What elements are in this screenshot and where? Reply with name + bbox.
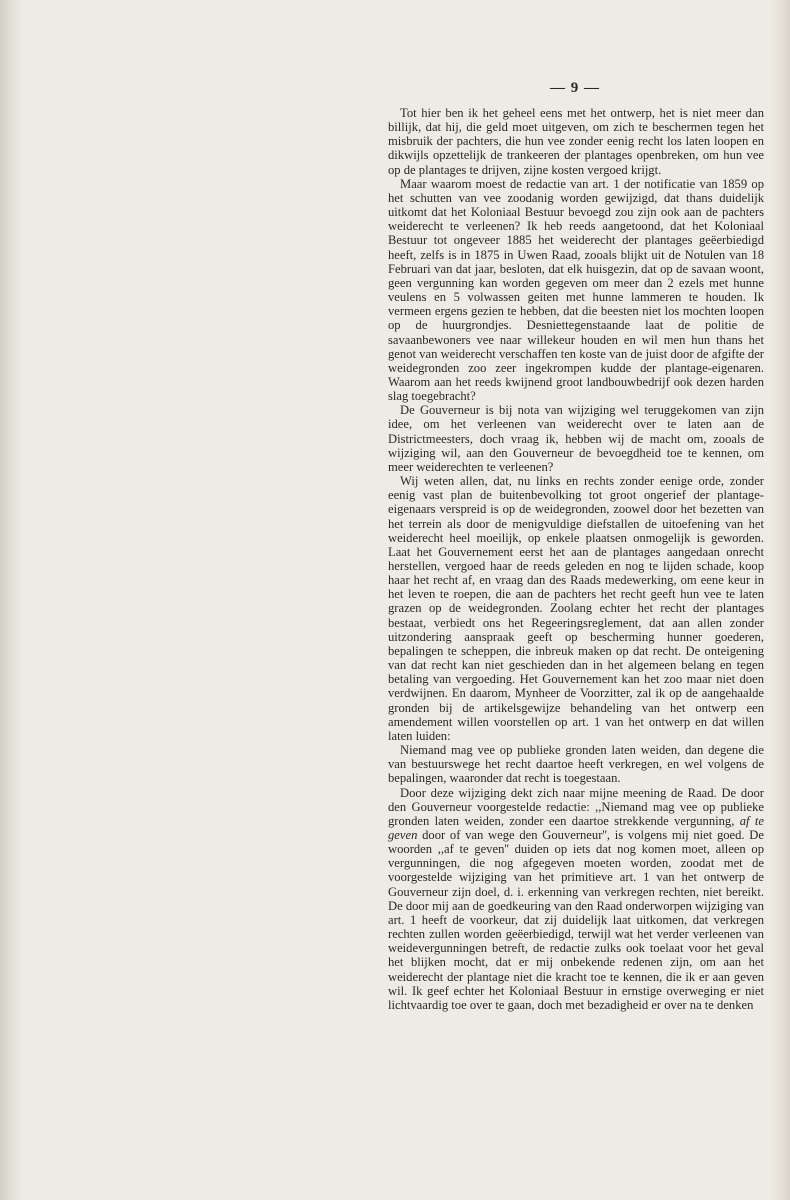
paragraph-text: door of van wege den Gouverneur'', is volgens mij niet goed. De woorden ,,af te geven'' duiden op iets dat nog komen moet, alleen op vergunningen, die nog afgegeven moeten worden, zoodat met de voorgestelde wijziging van het primitieve art. 1 van het ontwerp de Gouverneur zijn doel, d. i. erkenning van verkregen rechten, niet bereikt. De door mij aan de goedkeuring van den Raad onderworpen wijziging van art. 1 heeft de voorkeur, dat zij duidelijk laat uitkomen, dat verkregen rechten zullen worden geëerbiedigd, terwijl wat het verder verleenen van weidevergunningen betreft, de redactie zulks ook toelaat voor het geval het blijken mocht, dat er mij onbekende redenen zijn, om aan het weiderecht der plantage niet die kracht toe te kennen, die ik er aan geven wil. Ik geef echter het Koloniaal Bestuur in ernstige overweging er niet lichtvaardig toe over te gaan, doch met bezadigheid er over na te denken: [388, 827, 764, 1012]
page-edge-right: [770, 0, 790, 1200]
paragraph-text: Door deze wijziging dekt zich naar mijne meening de Raad. De door den Gouverneur voorgestelde redactie: ,,Niemand mag vee op publieke gronden laten weiden, zonder een daartoe strekkende vergunning,: [388, 785, 764, 828]
paragraph: Maar waarom moest de redactie van art. 1 der notificatie van 1859 op het schutten van vee zoodanig worden gewijzigd, dat thans duidelijk uitkomt dat het Koloniaal Bestuur bevoegd zou zijn ook aan de pachters weiderecht te verleenen? Ik heb reeds aangetoond, dat het Koloniaal Bestuur tot ongeveer 1885 het weiderecht der plantages geëerbiedigd heeft, zelfs is in 1875 in Uwen Raad, zooals blijkt uit de Notulen van 18 Februari van dat jaar, besloten, dat elk huisgezin, dat op de savaan woont, geen vergunning kan worden gegeven om meer dan 2 ezels met hunne veulens en 5 volwassen geiten met hunne lammeren te houden. Ik vermeen ergens gezien te hebben, dat die beesten niet los mochten loopen op de huurgrondjes. Desniettegenstaande laat de politie de savaanbewoners vee naar willekeur houden en wil men hun thans het genot van weiderecht verschaffen ten koste van de juist door de afgifte der weidegronden zoo zeer ingekrompen kudde der plantage-eigenaren. Waarom aan het reeds kwijnend groot landbouwbedrijf ook dezen harden slag toegebracht?: [388, 176, 764, 404]
paragraph: De Gouverneur is bij nota van wijziging wel teruggekomen van zijn idee, om het verleenen van weiderecht over te laten aan de Districtmeesters, doch vraag ik, hebben wij de macht om, zooals de wijziging wil, aan den Gouverneur de bevoegdheid toe te kennen, om meer weiderechten te verleenen?: [388, 403, 764, 474]
paragraph: Niemand mag vee op publieke gronden laten weiden, dan degene die van bestuurswege het recht daartoe heeft verkregen, en wel volgens de bepalingen, waaronder dat recht is toegestaan.: [388, 743, 764, 786]
body-text: [388, 106, 764, 1012]
paragraph: Tot hier ben ik het geheel eens met het ontwerp, het is niet meer dan billijk, dat hij, die geld moet uitgeven, om zich te beschermen tegen het misbruik der pachters, die hun vee zonder eenig recht los laten loopen en dikwijls opzettelijk de trankeeren der plantages openbreken, om hun vee op de plantages te drijven, zijne kosten vergoed krijgt.: [388, 106, 764, 177]
italic-phrase: af te geven: [388, 813, 764, 842]
page-number: — 9 —: [550, 80, 600, 96]
paragraph: [388, 786, 764, 1013]
paragraph: Wij weten allen, dat, nu links en rechts zonder eenige orde, zonder eenig vast plan de buitenbevolking tot groot ongerief der plantage-eigenaars verspreid is op de weidegronden, zoowel door het bezetten van het terrein als door de menigvuldige diefstallen de uitoefening van het weiderecht heel moeilijk, op enkele plaatsen onmogelijk is geworden. Laat het Gouvernement eerst het aan de plantages aangedaan onrecht herstellen, vergoed haar de reeds geleden en nog te lijden schade, koop haar het recht af, en vraag dan des Raads medewerking, om eene keur in het leven te roepen, die aan de pachters het recht geeft hun vee te laten grazen op de weidegronden. Zoolang echter het recht der plantages bestaat, verbiedt ons het Regeeringsreglement, dat aan allen zonder uitzondering aanspraak geeft op bescherming hunner goederen, bepalingen te scheppen, die inbreuk maken op dat recht. De onteigening van dat recht kan niet geschieden dan in het algemeen belang en tegen betaling van vergoeding. Het Gouvernement kan het zoo maar niet doen verdwijnen. En daarom, Mynheer de Voorzitter, zal ik op de aangehaalde gronden bij de artikelsgewijze behandeling van het ontwerp een amendement willen voorstellen op art. 1 van het ontwerp en dat willen laten luiden:: [388, 474, 764, 743]
page-edge-left: [0, 0, 24, 1200]
